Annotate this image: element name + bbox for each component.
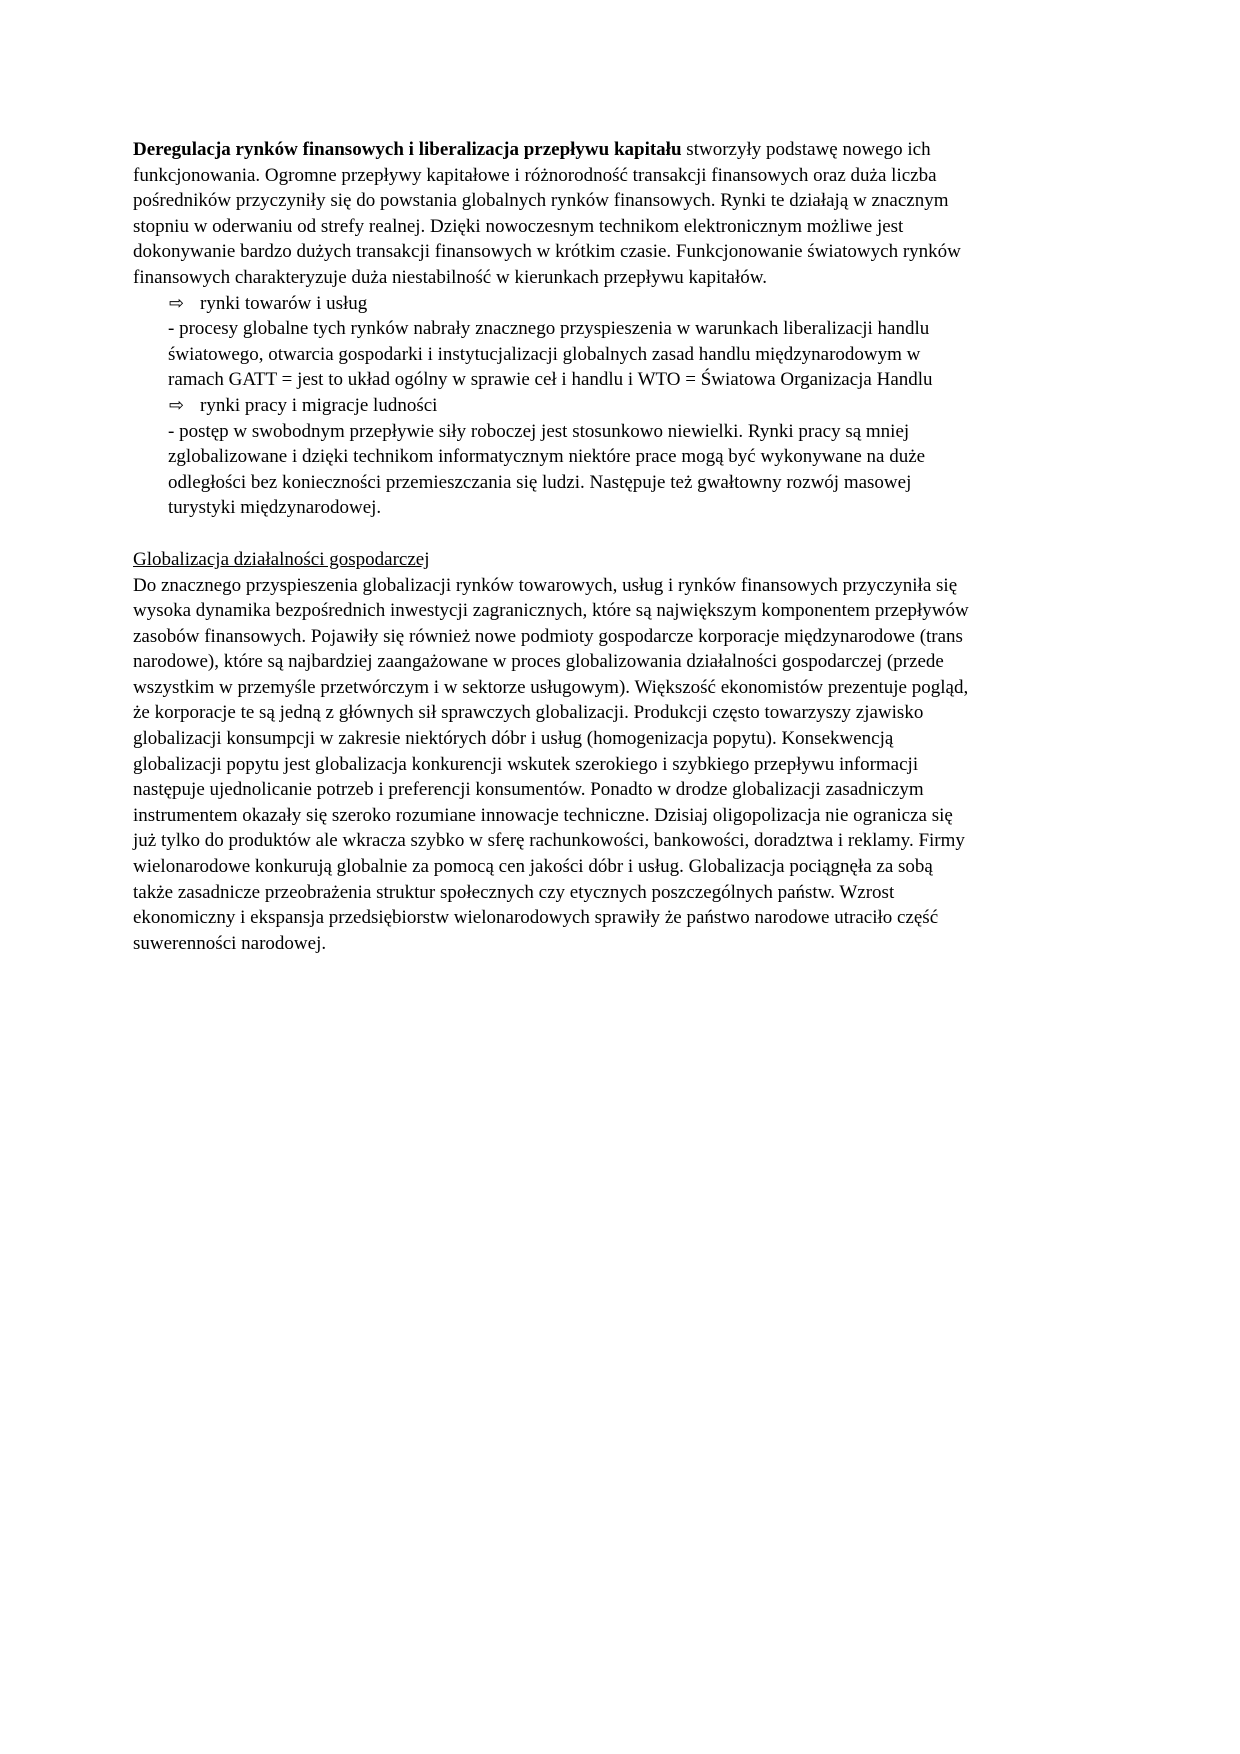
bullet-title: rynki pracy i migracje ludności bbox=[200, 394, 438, 416]
bullet-body: - postęp w swobodnym przepływie siły roboczej jest stosunkowo niewielki. Rynki pracy są mniej zglobalizowane i dzięki technikom informatycznym niektóre prace mogą być wykonywane na duże odległości bez konieczności przemieszczania się ludzi. Następuje też gwałtowny rozwój masowej turystyki międzynarodowej. bbox=[168, 420, 926, 519]
list-item-rynki-pracy bbox=[133, 393, 971, 521]
bullet-line bbox=[133, 291, 971, 317]
bullet-line bbox=[133, 393, 971, 419]
document-content bbox=[133, 137, 971, 956]
bullet-title: rynki towarów i usług bbox=[200, 292, 368, 314]
intro-paragraph bbox=[133, 137, 971, 291]
intro-body-text: stworzyły podstawę nowego ich funkcjonowania. Ogromne przepływy kapitałowe i różnorodność transakcji finansowych oraz duża liczba pośredników przyczyniły się do powstania globalnych rynków finansowych. Rynki te działają w znacznym stopniu w oderwaniu od strefy realnej. Dzięki nowoczesnym technikom elektronicznym możliwe jest dokonywanie bardzo dużych transakcji finansowych w krótkim czasie. Funkcjonowanie światowych rynków finansowych charakteryzuje duża niestabilność w kierunkach przepływu kapitałów. bbox=[133, 139, 961, 288]
section-heading: Globalizacja działalności gospodarczej bbox=[133, 548, 430, 570]
section-body-text: Do znacznego przyspieszenia globalizacji rynków towarowych, usług i rynków finansowych przyczyniła się wysoka dynamika bezpośrednich inwestycji zagranicznych, które są największym komponentem przepływów zasobów finansowych. Pojawiły się również nowe podmioty gospodarcze korporacje międzynarodowe (trans narodowe), które są najbardziej zaangażowane w proces globalizowania działalności gospodarczej (przede wszystkim w przemyśle przetwórczym i w sektorze usługowym). Większość ekonomistów prezentuje pogląd, że korporacje te są jedną z głównych sił sprawczych globalizacji. Produkcji często towarzyszy zjawisko globalizacji konsumpcji w zakresie niektórych dóbr i usług (homogenizacja popytu). Konsekwencją globalizacji popytu jest globalizacja konkurencji wskutek szerokiego i szybkiego przepływu informacji następuje ujednolicanie potrzeb i preferencji konsumentów. Ponadto w drodze globalizacji zasadniczym instrumentem okazały się szeroko rozumiane innowacje techniczne. Dzisiaj oligopolizacja nie ogranicza się już tylko do produktów ale wkracza szybko w sferę rachunkowości, bankowości, doradztwa i reklamy. Firmy wielonarodowe konkurują globalnie za pomocą cen jakości dóbr i usług. Globalizacja pociągnęła za sobą także zasadnicze przeobrażenia struktur społecznych czy etycznych poszczególnych państw. Wzrost ekonomiczny i ekspansja przedsiębiorstw wielonarodowych sprawiły że państwo narodowe utraciło część suwerenności narodowej. bbox=[133, 574, 969, 954]
bullet-body: - procesy globalne tych rynków nabrały znacznego przyspieszenia w warunkach liberalizacji handlu światowego, otwarcia gospodarki i instytucjalizacji globalnych zasad handlu międzynarodowym w ramach GATT = jest to układ ogólny w sprawie ceł i handlu i WTO = Światowa Organizacja Handlu bbox=[168, 318, 933, 391]
arrow-bullet-icon: ⇨ bbox=[169, 292, 185, 314]
intro-lead-bold: Deregulacja rynków finansowych i liberalizacja przepływu kapitału bbox=[133, 139, 682, 160]
list-item-rynki-towarow bbox=[133, 291, 971, 393]
arrow-bullet-icon: ⇨ bbox=[169, 394, 185, 416]
section-globalizacja bbox=[133, 547, 971, 957]
